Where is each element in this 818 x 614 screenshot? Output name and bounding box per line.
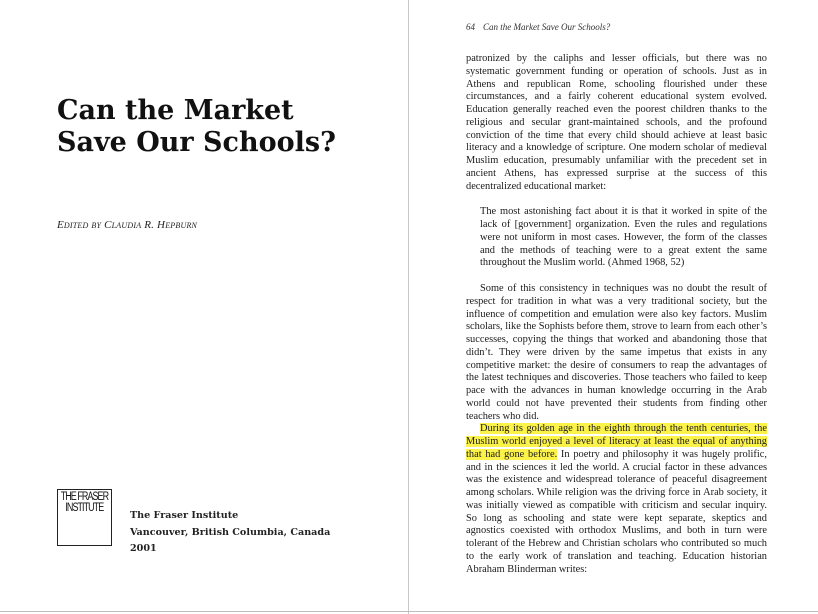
right-page [409, 0, 818, 614]
body-text [466, 53, 767, 576]
running-head-title: Can the Market Save Our Schools? [483, 22, 611, 32]
publisher-year: 2001 [130, 543, 157, 554]
paragraph-3-rest: In poetry and philosophy it was hugely prolific, and in the sciences it led the world. A crucial factor in these advances was the existence and widespread tolerance of peaceful disagreement among scholars. While religion was the driving force in Arab society, it was initially viewed as compatible with criticism and secular inquiry. So long as schooling and state were kept separate, skeptics and agnostics coexisted with orthodox Muslims, and both in turn were tolerant of the Hebrew and Christian scholars who contributed so much to the early work of translation and teaching. Education historian Abraham Blinderman writes: [466, 448, 767, 575]
fraser-institute-logo [57, 489, 112, 546]
logo-line-2: INSTITUTE [65, 502, 104, 514]
editor-credit-text: Edited by Claudia R. Hepburn [57, 219, 198, 231]
left-page [0, 0, 408, 614]
page-number: 64 [466, 22, 475, 32]
publisher-block [130, 508, 390, 558]
paragraph-1: patronized by the caliphs and lesser officials, but there was no systematic government funding or operation of schools. Just as in Athens and republican Rome, schooling flourished under these circumstances, and a fairly coherent educational system evolved. Education generally reached even the poorest children thanks to the religious and secular grant-maintained schools, and the profound conviction of the time that every child should achieve at least basic literacy and a knowledge of scripture. One modern scholar of medieval Muslim education, presumably unfamiliar with the precedent set in ancient Athens, has expressed surprise at the success of this decentralized educational market: [466, 53, 767, 192]
highlighted-passage[interactable]: During its golden age in the eighth through the tenth centuries, the Muslim world enjoyed a level of literacy at least the equal of anything that had gone before. [466, 423, 767, 460]
book-title-line-1: Can the Market [57, 95, 294, 126]
book-title-line-2: Save Our Schools? [57, 127, 336, 158]
running-head [466, 22, 786, 32]
publisher-location: Vancouver, British Columbia, Canada [130, 526, 331, 538]
paragraph-2: Some of this consistency in techniques was no doubt the result of respect for tradition in what was a very traditional society, but the influence of competition and emulation were also key factors. Muslim scholars, like the Sophists before them, strove to learn from each other’s successes, copying the things that worked and abandoning those that didn’t. They were driven by the same impetus that exists in any competitive market: the desire of consumers to reap the advantages of the latest techniques and discoveries. Those teachers who failed to keep pace with the advances in human knowledge occurring in the Arab world could not have prevented their students from finding other teachers who did. [466, 283, 767, 422]
editor-credit [57, 219, 387, 231]
logo-line-1: THE FRASER [60, 491, 109, 503]
block-quote: The most astonishing fact about it is that it worked in spite of the lack of [government] organization. Even the rules and regulations were not uniform in most cases. However, the form of the classes and the methods of teaching were to a great extent the same throughout the Muslim world. (Ahmed 1968, 52) [480, 206, 767, 269]
book-title [57, 95, 387, 159]
paragraph-3 [466, 423, 767, 576]
bottom-edge-rule [0, 611, 818, 612]
publisher-name: The Fraser Institute [130, 510, 239, 521]
